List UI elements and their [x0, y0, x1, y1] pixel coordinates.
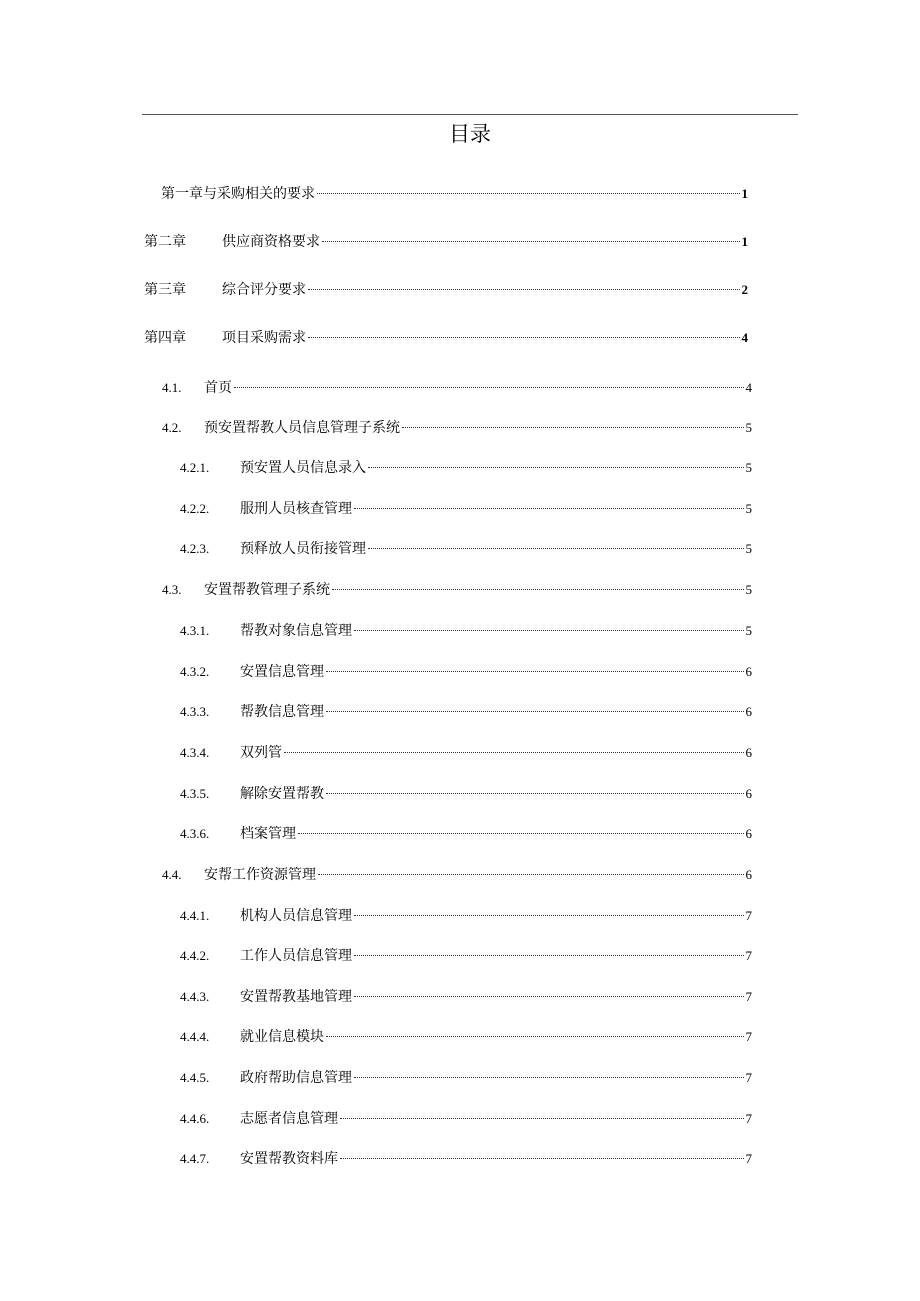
dot-leader [368, 467, 744, 468]
toc-entry-page-number: 7 [745, 948, 752, 963]
dot-leader [326, 793, 744, 794]
toc-entry-label: 政府帮助信息管理 [240, 1070, 352, 1086]
toc-entry[interactable] [162, 418, 752, 438]
toc-entry-number: 4.2.3. [180, 541, 210, 556]
toc-entry[interactable] [180, 1068, 752, 1088]
toc-entry-page-number: 2 [741, 282, 748, 297]
toc-entry-label: 项目采购需求 [222, 330, 306, 346]
dot-leader [368, 548, 744, 549]
toc-entry-page-number: 6 [745, 664, 752, 679]
toc-entry-page-number: 5 [745, 420, 752, 435]
dot-leader [308, 337, 740, 338]
toc-entry-label: 工作人员信息管理 [240, 948, 352, 964]
toc-entry-number: 4.4.7. [180, 1151, 210, 1166]
toc-entry-page-number: 7 [745, 1029, 752, 1044]
dot-leader [354, 955, 744, 956]
toc-entry-page-number: 7 [745, 1111, 752, 1126]
page-title: 目录 [449, 122, 491, 146]
toc-entry-label: 首页 [204, 380, 232, 396]
toc-entry-page-number: 7 [745, 989, 752, 1004]
toc-entry-label: 安置信息管理 [240, 664, 324, 680]
toc-entry[interactable] [162, 378, 752, 398]
dot-leader [354, 996, 744, 997]
toc-entry-label: 机构人员信息管理 [240, 908, 352, 924]
toc-entry-number: 4.4.4. [180, 1029, 210, 1044]
dot-leader [326, 711, 744, 712]
toc-entry-number: 4.2.2. [180, 501, 210, 516]
toc-entry-label: 安置帮教管理子系统 [204, 582, 330, 598]
toc-entry-label: 安置帮教基地管理 [240, 989, 352, 1005]
toc-entry-number: 4.3.5. [180, 786, 210, 801]
toc-entry-page-number: 6 [745, 745, 752, 760]
toc-entry[interactable] [180, 499, 752, 519]
dot-leader [298, 833, 744, 834]
toc-entry-number: 4.1. [162, 380, 182, 395]
toc-entry-number: 4.3.6. [180, 826, 210, 841]
dot-leader [308, 289, 740, 290]
dot-leader [326, 1036, 744, 1037]
toc-entry-label: 综合评分要求 [222, 282, 306, 298]
toc-entry[interactable] [144, 232, 748, 252]
toc-entry-page-number: 5 [745, 501, 752, 516]
toc-entry-label: 档案管理 [240, 826, 296, 842]
toc-entry[interactable] [180, 662, 752, 682]
toc-entry-page-number: 4 [741, 330, 748, 345]
dot-leader [322, 241, 740, 242]
toc-entry[interactable] [180, 906, 752, 926]
dot-leader [332, 589, 744, 590]
toc-entry-page-number: 5 [745, 460, 752, 475]
dot-leader [340, 1118, 744, 1119]
toc-entry-page-number: 5 [745, 623, 752, 638]
dot-leader [326, 671, 744, 672]
dot-leader [234, 387, 744, 388]
toc-entry[interactable] [180, 743, 752, 763]
dot-leader [354, 915, 744, 916]
toc-entry-page-number: 6 [745, 867, 752, 882]
toc-entry-label: 安帮工作资源管理 [204, 867, 316, 883]
dot-leader [284, 752, 744, 753]
dot-leader [317, 193, 740, 194]
toc-entry[interactable] [180, 702, 752, 722]
toc-entry-number: 4.3.4. [180, 745, 210, 760]
toc-entry-number: 4.4.2. [180, 948, 210, 963]
toc-entry[interactable] [180, 946, 752, 966]
toc-entry-label: 帮教信息管理 [240, 704, 324, 720]
toc-entry-label: 解除安置帮教 [240, 786, 324, 802]
toc-entry-number: 4.4.1. [180, 908, 210, 923]
toc-entry-label: 预安置帮教人员信息管理子系统 [204, 420, 400, 436]
toc-entry-number: 4.3. [162, 582, 182, 597]
toc-entry-page-number: 5 [745, 541, 752, 556]
toc-entry[interactable] [180, 824, 752, 844]
toc-entry-number: 第四章 [144, 330, 186, 346]
toc-entry[interactable] [180, 1027, 752, 1047]
dot-leader [318, 874, 744, 875]
toc-entry-number: 4.3.3. [180, 704, 210, 719]
toc-entry-number: 4.4. [162, 867, 182, 882]
toc-entry-page-number: 7 [745, 908, 752, 923]
toc-entry-label: 预安置人员信息录入 [240, 460, 366, 476]
toc-entry-label: 就业信息模块 [240, 1029, 324, 1045]
toc-entry-label: 第一章与采购相关的要求 [161, 186, 315, 202]
toc-entry[interactable] [180, 784, 752, 804]
toc-entry-label: 预释放人员衔接管理 [240, 541, 366, 557]
toc-entry[interactable] [180, 621, 752, 641]
toc-entry-page-number: 6 [745, 786, 752, 801]
toc-entry-number: 4.4.6. [180, 1111, 210, 1126]
toc-entry-number: 4.3.2. [180, 664, 210, 679]
toc-entry-label: 安置帮教资料库 [240, 1151, 338, 1167]
dot-leader [354, 1077, 744, 1078]
toc-entry-number: 4.4.3. [180, 989, 210, 1004]
toc-entry-label: 供应商资格要求 [222, 234, 320, 250]
toc-entry-number: 第二章 [144, 234, 186, 250]
toc-entry-page-number: 6 [745, 826, 752, 841]
toc-entry[interactable] [180, 987, 752, 1007]
toc-entry-label: 服刑人员核查管理 [240, 501, 352, 517]
toc-entry[interactable] [144, 328, 748, 348]
toc-entry-number: 4.3.1. [180, 623, 210, 638]
toc-entry[interactable] [180, 1149, 752, 1169]
dot-leader [354, 508, 744, 509]
toc-entry[interactable] [180, 458, 752, 478]
toc-entry-page-number: 5 [745, 582, 752, 597]
toc-entry-label: 帮教对象信息管理 [240, 623, 352, 639]
toc-entry-page-number: 7 [745, 1151, 752, 1166]
toc-entry-page-number: 1 [741, 186, 748, 201]
dot-leader [354, 630, 744, 631]
toc-entry-page-number: 6 [745, 704, 752, 719]
toc-entry-number: 4.4.5. [180, 1070, 210, 1085]
dot-leader [402, 427, 744, 428]
toc-entry-page-number: 4 [745, 380, 752, 395]
toc-entry[interactable] [162, 580, 752, 600]
toc-entry-page-number: 7 [745, 1070, 752, 1085]
toc-entry-page-number: 1 [741, 234, 748, 249]
toc-entry-label: 志愿者信息管理 [240, 1111, 338, 1127]
toc-entry[interactable] [144, 280, 748, 300]
toc-entry-number: 4.2.1. [180, 460, 210, 475]
dot-leader [340, 1158, 744, 1159]
toc-entry[interactable] [180, 539, 752, 559]
toc-entry[interactable] [180, 1109, 752, 1129]
toc-entry[interactable] [162, 865, 752, 885]
toc-entry-label: 双列管 [240, 745, 282, 761]
toc-entry[interactable] [161, 184, 748, 204]
toc-entry-number: 4.2. [162, 420, 182, 435]
toc-entry-number: 第三章 [144, 282, 186, 298]
